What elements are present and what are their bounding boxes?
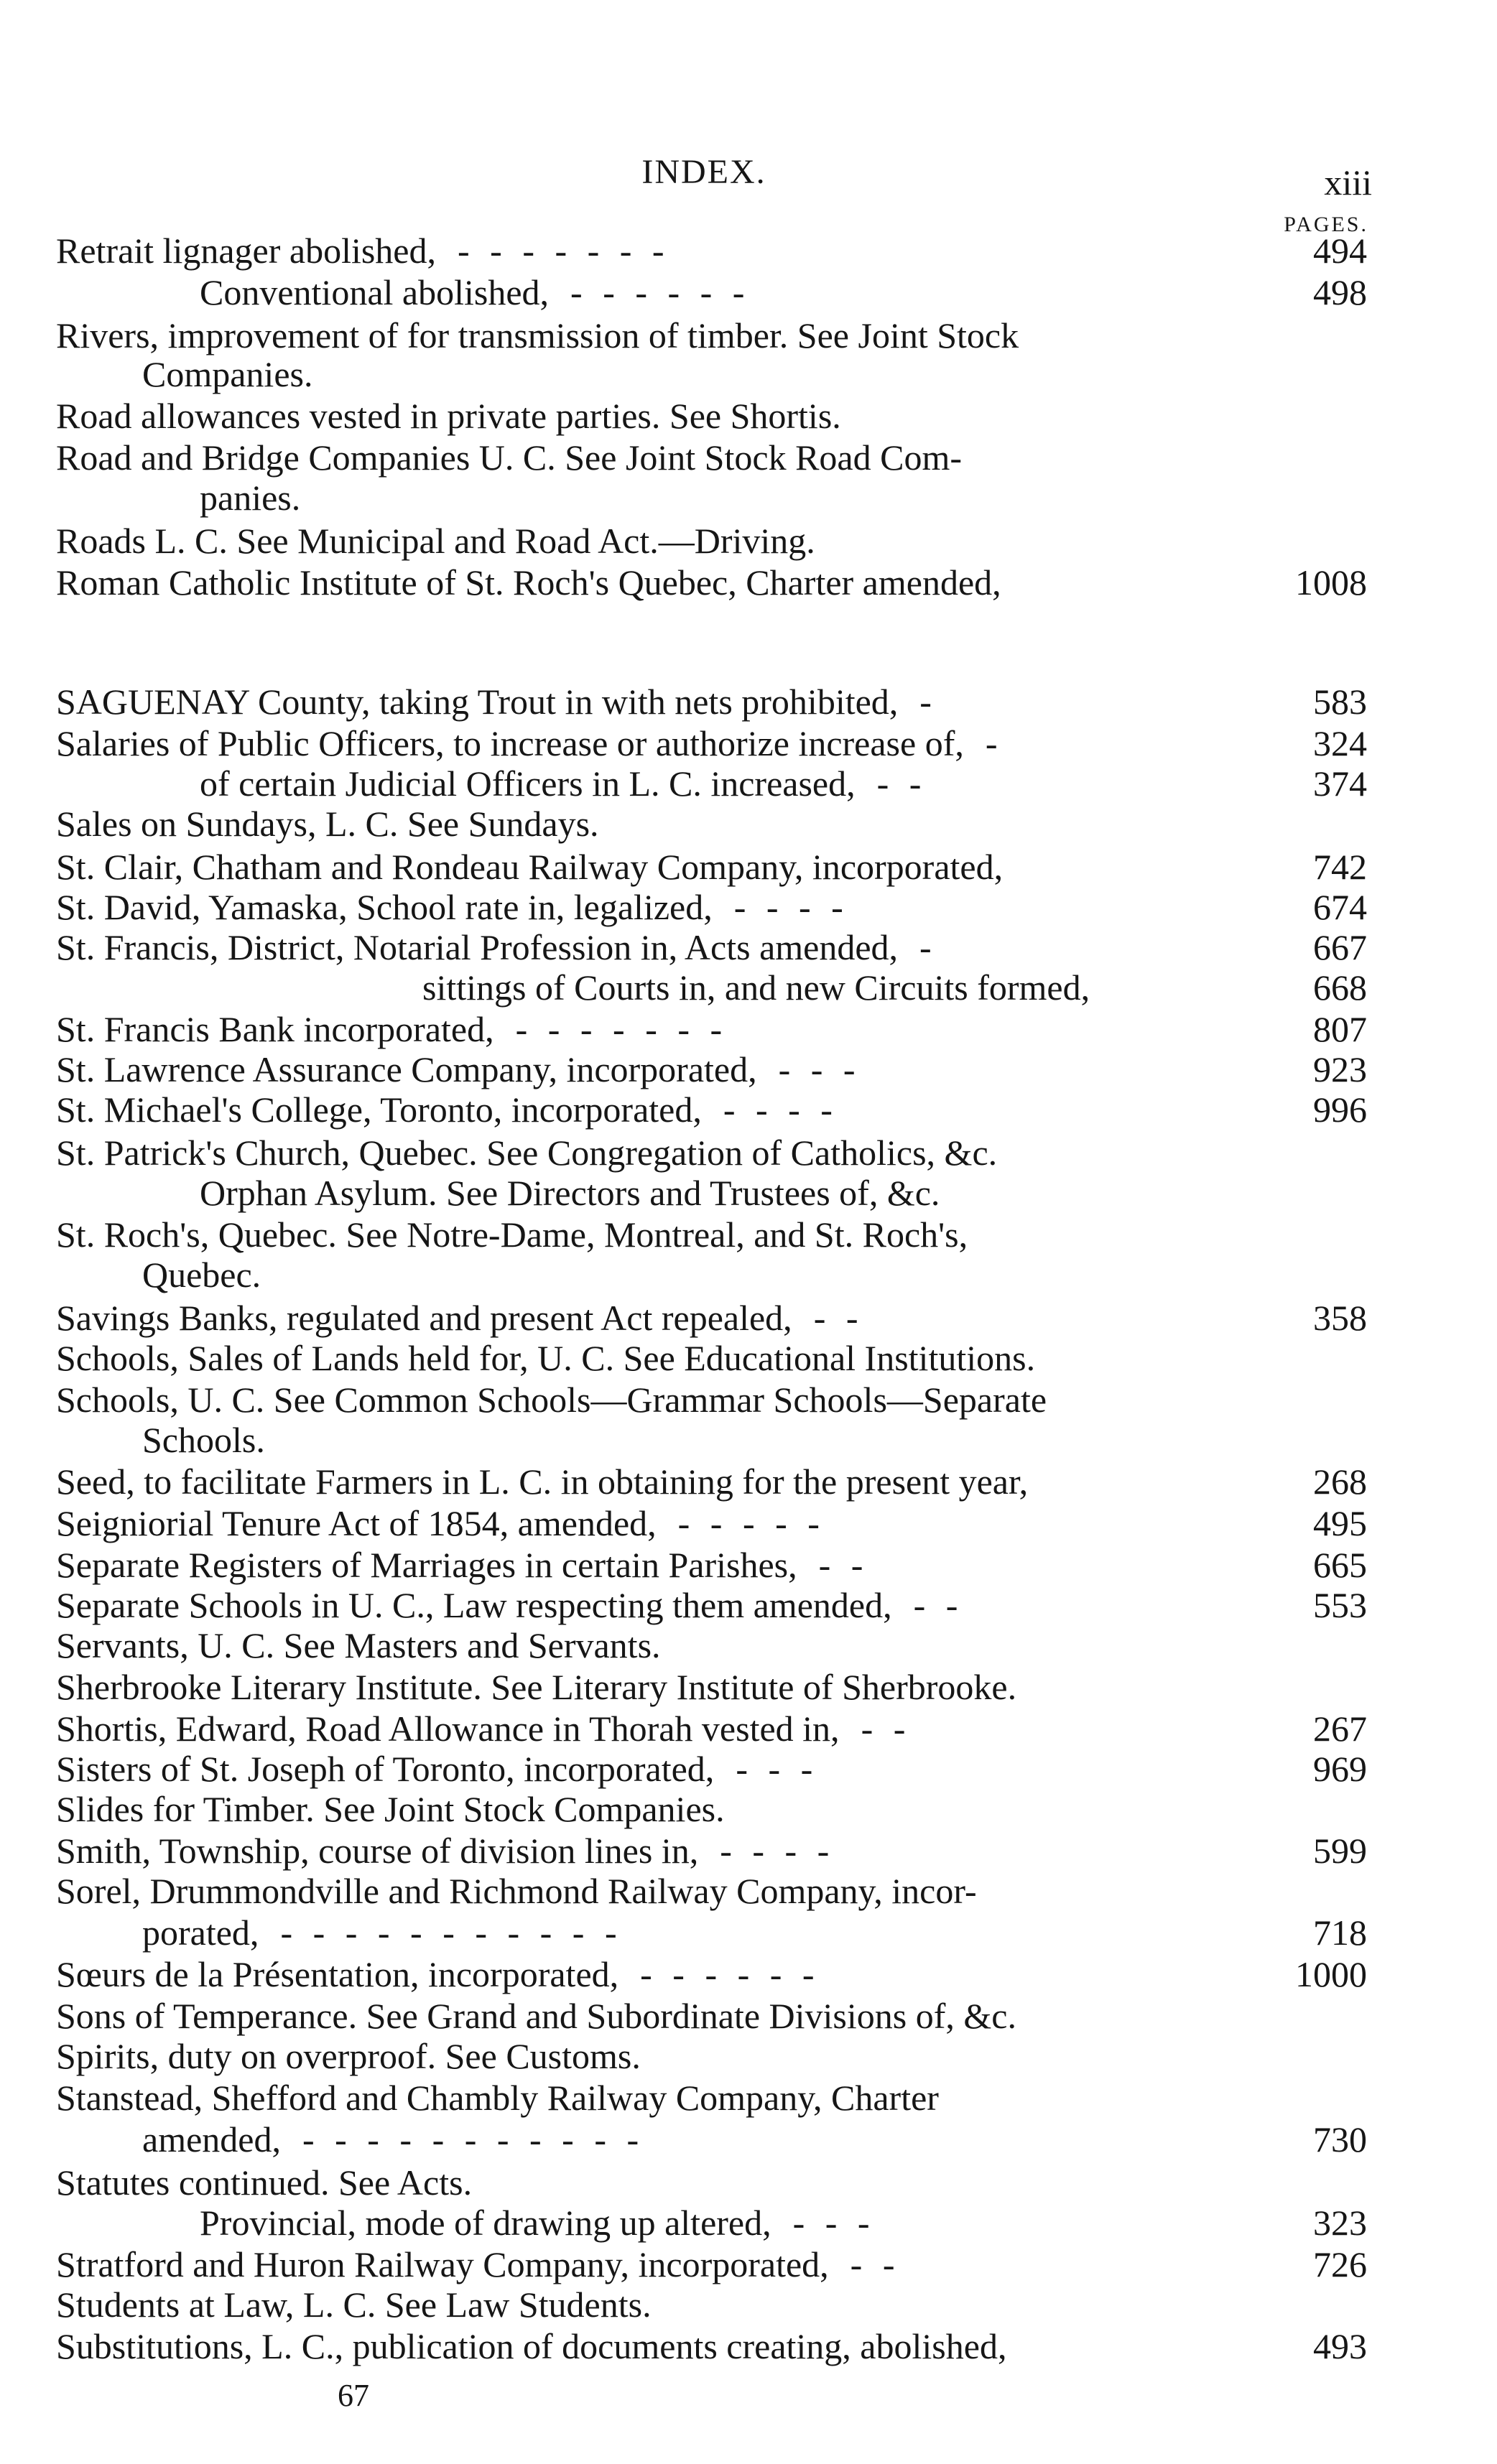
entry-text: Stratford and Huron Railway Company, incorporated, (56, 2244, 829, 2284)
entry-text: St. David, Yamaska, School rate in, legalized, (56, 887, 713, 927)
entry-page-number: 742 (1313, 847, 1367, 887)
index-entry (56, 562, 1367, 603)
entry-page-number: 718 (1313, 1912, 1367, 1953)
entry-text: St. Lawrence Assurance Company, incorporated, (56, 1049, 757, 1089)
entry-page-number: 667 (1313, 927, 1367, 967)
entry-text: Provincial, mode of drawing up altered, (200, 2203, 771, 2243)
entry-text: St. Francis, District, Notarial Profession in, Acts amended, (56, 927, 899, 967)
entry-page-number: 267 (1313, 1708, 1367, 1749)
index-entry (56, 1830, 1367, 1872)
index-entry (56, 1461, 1367, 1502)
entry-text: panies. (200, 478, 301, 518)
index-entry (56, 1379, 1367, 1421)
entry-page-number: 324 (1313, 723, 1367, 763)
entry-text: Sons of Temperance. See Grand and Subordinate Divisions of, &c. (56, 1996, 1016, 2036)
entry-page-number: 553 (1313, 1585, 1367, 1625)
entry-text: Quebec. (142, 1255, 261, 1295)
pages-column-label: PAGES. (1284, 213, 1368, 236)
entry-text: Sherbrooke Literary Institute. See Literary Institute of Sherbrooke. (56, 1667, 1017, 1707)
entry-page-number: 726 (1313, 2244, 1367, 2284)
index-entry (56, 353, 1367, 395)
index-entry (56, 722, 1367, 764)
entry-page-number: 374 (1313, 763, 1367, 804)
entry-text: Road and Bridge Companies U. C. See Joint Stock Road Com- (56, 437, 963, 478)
entry-page-number: 498 (1313, 272, 1367, 312)
entry-page-number: 923 (1313, 1049, 1367, 1089)
index-entry (56, 1089, 1367, 1130)
entry-leader-dashes: - - (818, 1545, 869, 1585)
entry-text: Seed, to facilitate Farmers in L. C. in obtaining for the present year, (56, 1461, 1029, 1502)
entry-page-number: 1000 (1295, 1954, 1367, 1994)
entry-page-number: 674 (1313, 887, 1367, 927)
entry-text: St. Francis Bank incorporated, (56, 1009, 494, 1049)
entry-leader-dashes: - - - - - - - - - - - (302, 2119, 645, 2160)
entry-page-number: 493 (1313, 2326, 1367, 2366)
index-entry (56, 846, 1367, 888)
index-entry (56, 1788, 1367, 1830)
index-entry (56, 886, 1367, 928)
index-entry (56, 437, 1367, 478)
index-entry (56, 1008, 1367, 1050)
entry-text: Companies. (142, 354, 313, 394)
index-entry (56, 1584, 1367, 1626)
entry-leader-dashes: - - (913, 1585, 964, 1625)
index-entry (56, 2162, 1367, 2203)
index-entry (56, 1502, 1367, 1544)
entry-leader-dashes: - - - - - (677, 1503, 825, 1543)
index-entry (56, 763, 1367, 804)
entry-text: Seigniorial Tenure Act of 1854, amended, (56, 1503, 657, 1543)
index-entry (56, 1419, 1367, 1461)
entry-text: Smith, Township, course of division lines in, (56, 1831, 699, 1871)
index-entry (56, 1297, 1367, 1339)
entry-leader-dashes: - - - - (733, 887, 849, 927)
index-entry (56, 1666, 1367, 1708)
entry-leader-dashes: - (919, 927, 937, 967)
entry-page-number: 494 (1313, 231, 1367, 271)
index-entry (56, 1337, 1367, 1379)
entry-leader-dashes: - - - (778, 1049, 861, 1089)
entry-leader-dashes: - - - - - - - - - - - (280, 1912, 623, 1953)
index-entry (56, 1995, 1367, 2037)
entry-text: Sales on Sundays, L. C. See Sundays. (56, 804, 599, 844)
entry-text: Orphan Asylum. See Directors and Trustees of, &c. (200, 1173, 940, 1213)
entry-leader-dashes: - - - (792, 2203, 876, 2243)
index-entry (56, 2325, 1367, 2367)
entry-text: sittings of Courts in, and new Circuits formed, (422, 967, 1090, 1008)
index-entry (56, 2244, 1367, 2285)
index-entry (56, 1214, 1367, 1255)
entry-leader-dashes: - - - - - - - (515, 1009, 728, 1049)
index-entry (56, 230, 1367, 271)
index-entry (56, 2284, 1367, 2325)
entry-text: St. Patrick's Church, Quebec. See Congregation of Catholics, &c. (56, 1133, 998, 1173)
entry-leader-dashes: - - (850, 2244, 901, 2284)
index-entry (56, 1172, 1367, 1214)
entry-text: Sœurs de la Présentation, incorporated, (56, 1954, 619, 1994)
index-entry (56, 1624, 1367, 1666)
entry-text: porated, (142, 1912, 259, 1953)
entry-leader-dashes: - - - - - - - (458, 231, 670, 271)
entry-text: of certain Judicial Officers in L. C. increased, (200, 763, 856, 804)
index-entry (56, 967, 1367, 1008)
entry-text: Retrait lignager abolished, (56, 231, 437, 271)
index-entry (56, 477, 1367, 519)
entry-page-number: 807 (1313, 1009, 1367, 1049)
entry-text: Rivers, improvement of for transmission of timber. See Joint Stock (56, 315, 1019, 355)
entry-page-number: 583 (1313, 682, 1367, 722)
entry-page-number: 323 (1313, 2203, 1367, 2243)
entry-page-number: 969 (1313, 1749, 1367, 1789)
entry-text: St. Roch's, Quebec. See Notre-Dame, Montreal, and St. Roch's, (56, 1214, 968, 1255)
entry-leader-dashes: - (919, 682, 937, 722)
entry-leader-dashes: - (985, 723, 1004, 763)
index-entry (56, 1953, 1367, 1995)
page-number: xiii (1324, 162, 1372, 203)
index-entry (56, 2119, 1367, 2160)
entry-text: Slides for Timber. See Joint Stock Companies. (56, 1789, 725, 1829)
entry-text: amended, (142, 2119, 281, 2160)
entry-page-number: 495 (1313, 1503, 1367, 1543)
entry-text: Separate Registers of Marriages in certain Parishes, (56, 1545, 797, 1585)
entry-page-number: 668 (1313, 967, 1367, 1008)
entry-text: Shortis, Edward, Road Allowance in Thorah vested in, (56, 1708, 840, 1749)
entry-text: Conventional abolished, (200, 272, 550, 312)
index-entry (56, 1870, 1367, 1912)
entry-text: Roman Catholic Institute of St. Roch's Quebec, Charter amended, (56, 562, 1001, 603)
entry-text: Savings Banks, regulated and present Act repealed, (56, 1298, 792, 1338)
entry-leader-dashes: - - - (736, 1749, 819, 1789)
index-entry (56, 1912, 1367, 1953)
entry-page-number: 268 (1313, 1461, 1367, 1502)
entry-text: Sisters of St. Joseph of Toronto, incorporated, (56, 1749, 715, 1789)
index-entry (56, 1708, 1367, 1749)
index-entry (56, 2202, 1367, 2244)
index-entry (56, 803, 1367, 845)
entry-text: Roads L. C. See Municipal and Road Act.—Driving. (56, 521, 815, 561)
entry-page-number: 599 (1313, 1831, 1367, 1871)
entry-leader-dashes: - - - - - - (640, 1954, 820, 1994)
entry-text: Stanstead, Shefford and Chambly Railway Company, Charter (56, 2078, 939, 2118)
index-entry (56, 926, 1367, 968)
index-entry (56, 1544, 1367, 1586)
index-entry (56, 315, 1367, 356)
entry-text: St. Michael's College, Toronto, incorporated, (56, 1089, 702, 1130)
entry-page-number: 358 (1313, 1298, 1367, 1338)
entry-leader-dashes: - - - - (723, 1089, 838, 1130)
entry-leader-dashes: - - (813, 1298, 864, 1338)
entry-page-number: 1008 (1295, 562, 1367, 603)
entry-text: Sorel, Drummondville and Richmond Railway Company, incor- (56, 1871, 977, 1911)
entry-leader-dashes: - - (876, 763, 927, 804)
index-entry (56, 1254, 1367, 1296)
page-title: INDEX. (641, 153, 766, 191)
entry-page-number: 730 (1313, 2119, 1367, 2160)
entry-text: Road allowances vested in private parties. See Shortis. (56, 396, 841, 436)
index-entry (56, 520, 1367, 562)
entry-text: Schools, U. C. See Common Schools—Grammar Schools—Separate (56, 1380, 1047, 1420)
index-entry (56, 1132, 1367, 1173)
entry-text: Spirits, duty on overproof. See Customs. (56, 2036, 641, 2076)
index-entry (56, 681, 1367, 722)
entry-text: Schools, Sales of Lands held for, U. C. See Educational Institutions. (56, 1338, 1036, 1378)
entry-text: SAGUENAY County, taking Trout in with nets prohibited, (56, 682, 899, 722)
entry-page-number: 996 (1313, 1089, 1367, 1130)
entry-text: Servants, U. C. See Masters and Servants. (56, 1625, 661, 1665)
index-entry (56, 2077, 1367, 2119)
entry-leader-dashes: - - - - (720, 1831, 835, 1871)
index-entry (56, 395, 1367, 437)
entry-text: St. Clair, Chatham and Rondeau Railway Company, incorporated, (56, 847, 1004, 887)
entry-text: Schools. (142, 1420, 265, 1460)
entry-text: Statutes continued. See Acts. (56, 2162, 473, 2203)
entry-text: Substitutions, L. C., publication of documents creating, abolished, (56, 2326, 1007, 2366)
index-entry (56, 1748, 1367, 1790)
index-entry (56, 2035, 1367, 2077)
entry-text: Separate Schools in U. C., Law respecting them amended, (56, 1585, 892, 1625)
index-entry (56, 1049, 1367, 1090)
signature-mark: 67 (338, 2378, 369, 2413)
entry-text: Salaries of Public Officers, to increase or authorize increase of, (56, 723, 964, 763)
index-entry (56, 271, 1367, 313)
entry-leader-dashes: - - (861, 1708, 912, 1749)
entry-page-number: 665 (1313, 1545, 1367, 1585)
entry-leader-dashes: - - - - - - (570, 272, 751, 312)
entry-text: Students at Law, L. C. See Law Students. (56, 2284, 652, 2325)
